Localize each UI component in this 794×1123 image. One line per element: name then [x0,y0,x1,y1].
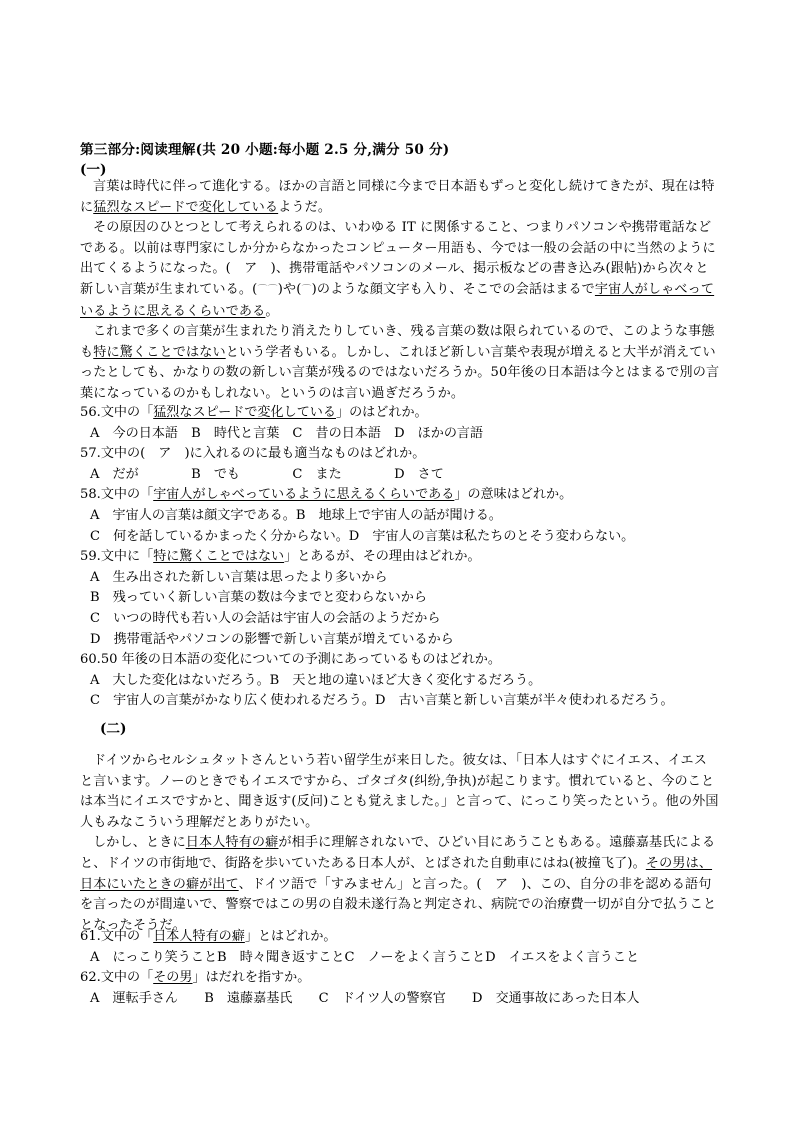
underlined-text: 猛烈なスピードで変化している [93,199,279,215]
passage-1-paragraph-1 [80,177,720,218]
passage-1-paragraph-3 [80,322,720,404]
question-stem [80,547,740,568]
stem-text: 」の意味はどれか。 [454,487,573,503]
question-list-1 [80,403,740,712]
underlined-text: 特に驚くことではない [93,344,226,360]
text: が相手に理解されないで、ひどい目にあうこともある。遠藤嘉基氏によると、ドイツの市街地で、街路を歩いていたある日本人が、とばされた自動車にはね(被撞飞了)。 [80,835,716,871]
text: ようだ。 [278,199,332,215]
stem-text: 62.文中の「 [80,970,154,986]
underlined-text: 宇宙人がしゃべっているように思えるくらいである [80,281,715,319]
stem-underlined: その男 [153,970,193,986]
passage-1 [80,177,720,405]
stem-text: 」のはどれか。 [336,405,428,420]
text: しかし、ときに [93,835,186,851]
passage-1-paragraph-2 [80,218,720,322]
stem-text: 60.50 年後の日本語の変化についての予測にあっているものはどれか。 [80,652,501,668]
question-stem [80,444,740,465]
question-stem [80,968,740,989]
stem-text: 58.文中の「 [80,487,154,503]
text: これまで多くの言葉が生まれたり消えたりしていき、残る言葉の数は限られているので、このような事態も [80,324,715,360]
passage-2-paragraph-2 [80,833,720,936]
question-stem [80,650,740,671]
answer-options: C 何を話しているかまったく分からない。D 宇宙人の言葉は私たちのとそう変わらない。 [90,528,635,544]
part1-heading: (一) [80,162,107,178]
answer-options: A 生み出された新しい言葉は思ったより多いから [90,569,388,585]
passage-2-paragraph-1: ドイツからセルシュタットさんという若い留学生が来日した。彼女は、「日本人はすぐにイエス、イエスと言います。ノーのときでもイエスですから、ゴタゴタ(纠纷,争执)が起こります。慣れていると、今のことは本当にイエスですかと、聞き返す(反问)ことも覚えました。」と言って、にっこり笑ったという。他の外国人もみなこういう理解だとありがたい。 [80,753,719,830]
stem-text: 56.文中の「 [80,405,154,420]
question-stem [80,485,740,506]
stem-text: 」とあるが、その理由はどれか。 [284,549,481,565]
question-stem [80,927,740,948]
answer-options: A 大した変化はないだろう。B 天と地の違いほど大きく変化するだろう。 [90,672,542,688]
stem-underlined: 宇宙人がしゃべっているように思えるくらいである [153,487,455,503]
text: という学者もいる。しかし、これほど新しい言葉や表現が増えると大半が消えていったとしても、かなりの数の新しい言葉が残るのではないだろうか。50年後の日本語は今とはまるで別の言葉になっているのかもしれない。というのは言い過ぎだろうか。 [80,344,720,401]
emoticon: ⌒ [301,284,312,296]
answer-options: C 宇宙人の言葉がかなり広く使われるだろう。D 古い言葉と新しい言葉が半々使われるだろう。 [90,693,674,709]
stem-text: 61.文中の「 [80,929,154,944]
text: その原因のひとつとして考えられるのは、いわゆる IT に関係すること、つまりパソコンや携帯電話などである。以前は専門家にしか分からなかったコンピューター用語も、今では一般の会話の中に当然のように出てくるようになった。( ア )、携帯電話やパソコンのメール、掲示板などの書き込み(跟帖)から次々と新しい言葉が生まれている。( [80,220,716,297]
answer-options: C いつの時代も若い人の会話は宇宙人の会話のようだから [90,610,441,626]
passage-2 [80,751,720,936]
text: 、ドイツ語で「すみません」と言った。( ア )、この、自分の非を認める語句を言ったのが間違いで、警察ではこの男の自殺未遂行為と判定され、病院での治療費一切が自分で払うこととなったそうだ。 [80,876,717,933]
stem-text: 59.文中に「 [80,549,154,565]
stem-text: 」はだれを指すか。 [192,970,311,986]
text: )のような顔文字も入り、そこでの会話はまるで [311,281,595,297]
text: 言葉は時代に伴って進化する。ほかの言語と同様に今まで日本語もずっと変化し続けてきたが、現在は特に [80,179,715,215]
stem-text: 」とはどれか。 [244,929,337,944]
answer-options: A にっこり笑うことB 時々聞き返すことC ノーをよく言うことD イエスをよく言うこと [90,949,640,965]
part2-heading: (二) [100,721,127,737]
answer-options: A 運転手さん B 遠藤嘉基氏 C ドイツ人の警察官 D 交通事故にあった日本人 [90,990,640,1006]
answer-options: D 携帯電話やパソコンの影響で新しい言葉が増えているから [90,631,454,647]
underlined-text: 日本人特有の癖 [185,835,279,851]
text: )や( [277,281,302,297]
stem-text: 57.文中の( ア )に入れるのに最も適当なものはどれか。 [80,446,426,462]
answer-options: A 今の日本語 B 時代と言葉 C 昔の日本語 D ほかの言語 [90,425,484,441]
answer-options: B 残っていく新しい言葉の数は今までと変わらないから [90,590,427,606]
answer-options: A だが B でも C また D さて [90,466,444,482]
question-stem [80,403,740,424]
stem-underlined: 特に驚くことではない [153,549,285,565]
section-title: 第三部分:阅读理解(共 20 小题:每小题 2.5 分,满分 50 分) [80,142,450,158]
underlined-text: その男は、日本にいたときの癖が出て [80,855,713,892]
stem-underlined: 日本人特有の癖 [153,929,245,944]
emoticon: ⌒⌒ [257,284,278,296]
text: 。 [265,303,279,319]
stem-underlined: 猛烈なスピードで変化している [153,405,336,420]
question-list-2 [80,927,740,1009]
answer-options: A 宇宙人の言葉は顔文字である。B 地球上で宇宙人の話が聞ける。 [90,507,502,523]
